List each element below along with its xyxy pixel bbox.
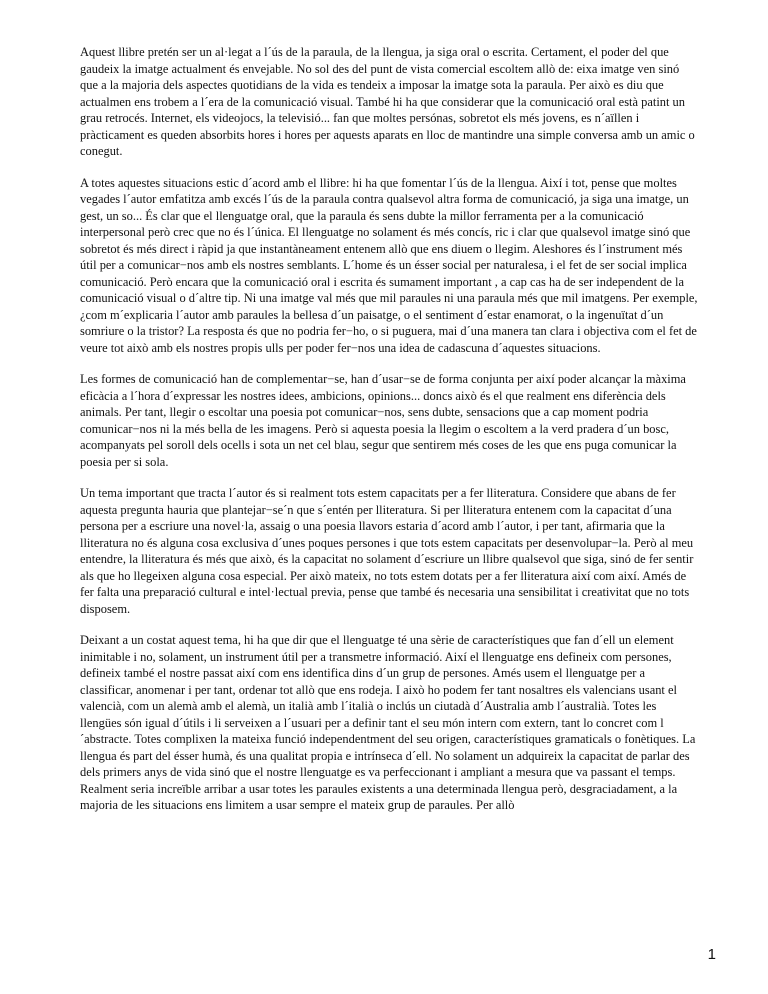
document-body (80, 44, 700, 829)
paragraph-3: Les formes de comunicació han de complementar−se, han d´usar−se de forma conjunta per així poder alcançar la màxima eficàcia a l´hora d´expressar les nostres idees, ambicions, opinions... doncs això és el que realment ens diferència dels animals. Per tant, llegir o escoltar una poesia pot comunicar−nos, sens dubte, sensacions que a cap moment podria comunicar−nos ni la més bella de les imagens. Però si aquesta poesia la llegim o escoltem a la verd pradera d´un bosc, acompanyats pel soroll dels ocells i sota un net cel blau, segur que sentirem més coses de les que ens puga comunicar la poesia per si sola. (80, 372, 686, 469)
paragraph-1: Aquest llibre pretén ser un al·legat a l´ús de la paraula, de la llengua, ja siga oral o escrita. Certament, el poder del que gaudeix la imatge actualment és envejable. No sol des del punt de vista comercial escoltem allò de: eixa imatge ven sinó que a la majoria dels aspectes quotidians de la vida es tendeix a imposar la imatge sota la paraula. Per això es diu que actualmen ens trobem a l´era de la comunicació visual. També hi ha que considerar que la comunicació oral està patint un grau retrocés. Internet, els videojocs, la televisió... fan que moltes persónas, sobretot els més jovens, es n´aïllen i pràcticament es queden absorbits hores i hores per aquests aparats en lloc de mantindre una simple conversa amb un amic o conegut. (80, 45, 695, 158)
paragraph-5: Deixant a un costat aquest tema, hi ha que dir que el llenguatge té una sèrie de característiques que fan d´ell un element inimitable i no, solament, un instrument útil per a transmetre informació. Així el llenguatge ens defineix com persones, defineix també el nostre passat així com ens identifica dins d´un grup de persones. Amés usem el llenguatge per a classificar, anomenar i per tant, ordenar tot allò que ens rodeja. I això ho podem fer tant nosaltres els valencians usant el valencià, com un alemà amb el alemà, un italià amb l´italià o inclús un ciutadà d´Australia amb l´australià. Totes les llengües són igual d´útils i li serveixen a l´usuari per a definir tant el seu món intern com extern, tant lo concret com l´abstracte. Totes complixen la mateixa funció independentment del seu origen, característiques gramaticals o fonètiques. La llengua és part del ésser humà, és una qualitat propia e intrínseca d´ell. No solament un adquireix la capacitat de parlar des dels primers anys de vida sinó que el nostre llenguatge es va perfeccionant i ampliant a mesura que va passant el temps. Realment seria increïble arribar a usar totes les paraules existents a una determinada llengua però, desgraciadament, a la majoria de les situacions ens limitem a usar sempre el mateix grup de paraules. Per allò (80, 633, 696, 812)
paragraph-4: Un tema important que tracta l´autor és si realment tots estem capacitats per a fer lliteratura. Considere que abans de fer aquesta pregunta hauria que plantejar−se´n que s´entén per lliteratura. Si per lliteratura entenem com la capacitat d´una persona per a escriure una novel·la, assaig o una poesia llavors estaria d´acord amb l´autor, i per tant, afirmaria que la lliteratura no és alguna cosa exclusiva d´unes poques persones i que tots estem capacitats per desenvolupar−la. Però al meu entendre, la lliteratura és més que això, és la capacitat no solament d´escriure un llibre qualsevol que siga, sinó de fer sentir als que ho llegeixen alguna cosa especial. Per això mateix, no tots estem dotats per a fer lliteratura així com així. Amés de fer falta una preparació cultural e intel·lectual previa, pense que també és necesaria una sensibilitat i creativitat que no tots disposem. (80, 486, 694, 616)
page-number: 1 (707, 946, 716, 963)
paragraph-2: A totes aquestes situacions estic d´acord amb el llibre: hi ha que fomentar l´ús de la llengua. Així i tot, pense que moltes vegades l´autor emfatitza amb excés l´ús de la paraula contra qualsevol altra forma de comunicació, ja siga una imatge, un gest, un so... És clar que el llenguatge oral, que la paraula és sens dubte la millor ferramenta per a la comunicació interpersonal però crec que no és l´única. El llenguatge no solament és més concís, ric i clar que qualsevol imatge sinó que sobretot és més direct i ràpid ja que instantàneament entenem allò que ens diuem o llegim. Aleshores és l´instrument més útil per a comunicar−nos amb els nostres semblants. L´home és un ésser social per naturalesa, i el fet de ser social implica comunicació. Però encara que la comunicació oral i escrita és sumament important , a cap cas ha de ser independent de la comunicació visual o d´altre tip. Ni una imatge val més que mil paraules ni una paraula més que mil imatgens. Per exemple, ¿com m´explicaria l´autor amb paraules la bellesa d´un paisatge, o el sentiment d´estar enamorat, o la ingenuïtat d´un somriure o la tristor? La resposta és que no podria fer−ho, o si puguera, mai d´una manera tan clara i objectiva com el fet de veure tot això amb els nostres propis ulls per poder fer−nos una idea de cadascuna d´aquestes situacions. (80, 175, 698, 355)
